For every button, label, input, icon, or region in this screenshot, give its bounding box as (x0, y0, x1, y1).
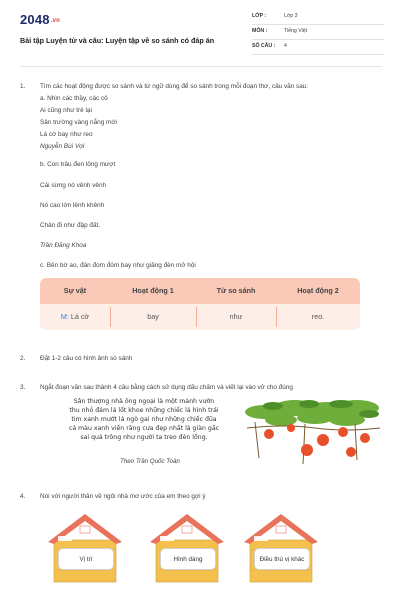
reading-passage (44, 397, 244, 442)
logo-text: 2048 (20, 12, 50, 27)
poem-line: Sân trường vàng nắng mới (40, 119, 117, 126)
logo-tld: .vn (50, 18, 61, 24)
meta-label: LỚP : (252, 13, 267, 19)
question-prompt: Tìm các hoạt động được so sánh và từ ngữ dùng để so sánh trong mỗi đoạn thơ, câu văn sau: (40, 83, 309, 90)
table-cell: như (229, 312, 243, 321)
house-label: Hình dáng (160, 548, 216, 570)
question-number: 2. (20, 355, 26, 362)
passage-line: thu nhỏ đám lá lốt khoe những chiếc lá hình trái (69, 407, 219, 414)
part-b-heading: b. Con trâu đen lông mượt (40, 161, 116, 168)
meta-info (252, 10, 384, 55)
header (20, 10, 382, 62)
site-logo[interactable] (20, 12, 60, 27)
question-number: 4. (20, 493, 26, 500)
cell-text: Lá cờ (70, 312, 90, 321)
table-header-cell: Sự vật (63, 286, 87, 295)
poem-line: Chân đi như đập đất. (40, 222, 101, 229)
cell-divider (276, 307, 277, 327)
cell-divider (110, 307, 111, 327)
question-prompt: Nói với người thân về ngôi nhà mơ ước của em theo gợi ý (40, 493, 206, 500)
table-cell: bay (147, 312, 159, 321)
passage-author: Theo Trần Quốc Toàn (120, 458, 180, 465)
meta-value: Lớp 3 (284, 13, 298, 19)
meta-row-count (252, 40, 384, 55)
passage-line: sai quả trông như người ta treo đèn lồng. (80, 434, 208, 441)
table-row (40, 304, 360, 330)
table-header-row (40, 278, 360, 304)
cell-divider (196, 307, 197, 327)
poem-line: Ai cũng như trẻ lại (40, 107, 92, 114)
part-c-heading: c. Bên bờ ao, đàn đom đóm bay như giăng đèn mở hội (40, 262, 196, 269)
meta-row-grade (252, 10, 384, 25)
question-number: 1. (20, 83, 26, 90)
header-divider (20, 66, 382, 67)
gac-vine-illustration (245, 398, 380, 478)
question-prompt: Đặt 1-2 câu có hình ảnh so sánh (40, 355, 133, 362)
dream-house-card (146, 510, 228, 584)
dream-house-card (240, 510, 322, 584)
table-cell (40, 304, 110, 330)
table-header-cell: Hoạt động 1 (132, 286, 174, 295)
table-cell: reo. (311, 312, 325, 321)
table-header-cell: Hoạt động 2 (297, 286, 339, 295)
meta-row-subject (252, 25, 384, 40)
passage-line: tim xanh mướt lá ngò gai như những chiếc đũa (71, 416, 217, 423)
meta-value: Tiếng Việt (284, 28, 308, 34)
page-title: Bài tập Luyện từ và câu: Luyện tập về so sánh có đáp án (20, 36, 215, 45)
meta-label: MÔN : (252, 28, 268, 34)
meta-label: SỐ CÂU : (252, 43, 276, 49)
house-icon (146, 510, 228, 584)
house-icon (44, 510, 126, 584)
house-icon (240, 510, 322, 584)
poem-author: Nguyễn Bùi Vợi (40, 143, 85, 150)
example-marker: M: (60, 312, 69, 321)
table-header-cell: Từ so sánh (216, 286, 256, 295)
part-a-heading: a. Nhìn các thầy, các cô (40, 95, 108, 102)
passage-line: Sân thượng nhà ông ngoại là một mảnh vườn (73, 398, 215, 405)
poem-line: Nó cao lớn lênh khênh (40, 202, 105, 209)
house-label: Vị trí (58, 548, 114, 570)
dream-house-card (44, 510, 126, 584)
meta-value: 4 (284, 43, 287, 49)
poem-line: Cái sừng nó vênh vênh (40, 182, 107, 189)
question-number: 3. (20, 384, 26, 391)
poem-author: Trần Đăng Khoa (40, 242, 87, 249)
question-prompt: Ngắt đoạn văn sau thành 4 câu bằng cách sử dụng dấu chấm và viết lại vào vở cho đúng (40, 384, 293, 391)
passage-line: cả màu xanh viền răng cưa đẹp nhất là giàn gấc (68, 425, 220, 432)
house-label: Điều thú vị khác (254, 548, 310, 570)
comparison-table (40, 278, 360, 330)
poem-line: Lá cờ bay như reo (40, 131, 93, 138)
